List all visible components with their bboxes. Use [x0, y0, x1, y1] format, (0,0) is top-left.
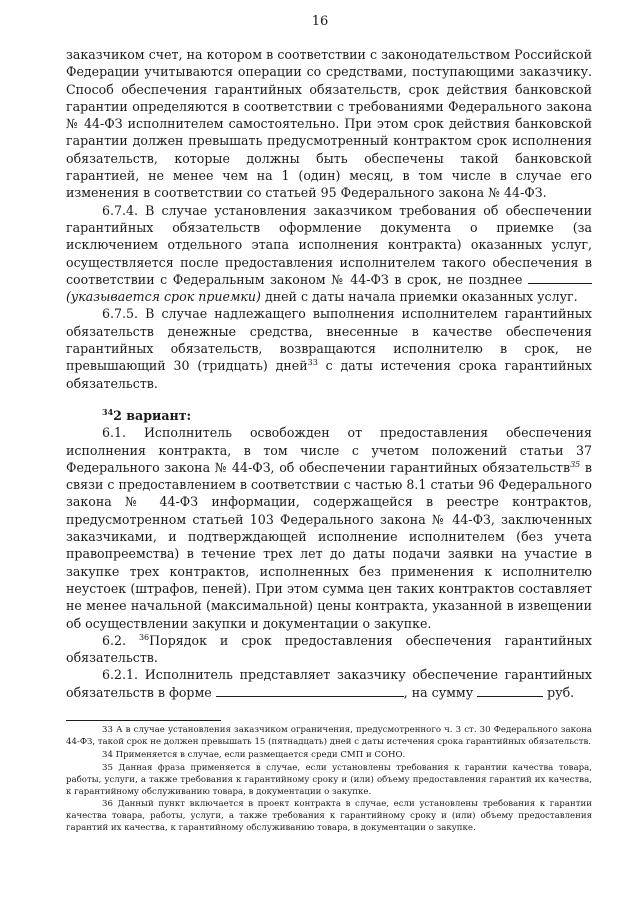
guarantee-form-blank[interactable] — [216, 684, 404, 697]
paragraph-6-2-text: Порядок и срок предоставления обеспечения гарантийных обязательств. — [66, 632, 592, 666]
paragraph-6-2 — [66, 632, 592, 667]
paragraph-6-2-1-mid: , на сумму — [403, 684, 478, 700]
footnotes-section — [66, 720, 592, 835]
paragraph-6-7-4-text: 6.7.4. В случае установления заказчиком требования об обеспечении гарантийных обязательств оформление документа о приемке (за исключением отдельного этапа исполнения контракта) оказанных услуг, осуществляется после предоставления исполнителем такого обеспечения в соответствии с Федеральным законом № 44-ФЗ в срок, не позднее — [66, 202, 592, 287]
paragraph-6-2-1 — [66, 666, 592, 701]
paragraph-6-1 — [66, 424, 592, 632]
footnote-36: 36 Данный пункт включается в проект контракта в случае, если установлены требования к гарантии качества товара, работы, услуги, а также требования к гарантийному сроку и (или) объему предоставления гарантий их качества, к гарантийному обслуживанию товара, в документации о закупке. — [66, 799, 592, 834]
paragraph-6-7-5 — [66, 305, 592, 391]
acceptance-term-hint: (указывается срок приемки) — [66, 289, 261, 305]
document-body — [66, 46, 592, 701]
paragraph-6-7-4 — [66, 202, 592, 306]
footnote-35: 35 Данная фраза применяется в случае, если установлены требования к гарантии качества товара, работы, услуги, а также требования к гарантийному сроку и (или) объему предоставления гарантий их качества, к гарантийному обслуживанию товара, в документации о закупке. — [66, 762, 592, 797]
footnote-ref-36[interactable]: 36 — [138, 632, 150, 642]
paragraph-6-2-number: 6.2. — [102, 632, 139, 648]
acceptance-term-blank[interactable] — [528, 271, 592, 284]
footnote-34: 34 Применяется в случае, если размещается среди СМП и СОНО. — [102, 749, 406, 760]
paragraph-6-2-1-text: 6.2.1. Исполнитель представляет заказчику обеспечение гарантийных обязательств в форме — [66, 667, 592, 700]
paragraph-6-7-5-text: 6.7.5. В случае надлежащего выполнения исполнителем гарантийных обязательств денежные средства, внесенные в качестве обеспечения гарантийных обязательств, возвращаются исполнителю в срок, не превышающий 30 (тридцать) дней — [66, 306, 592, 374]
paragraph-6-7-4-end: дней с даты начала приемки оказанных услуг. — [260, 289, 578, 305]
footnote-ref-35[interactable]: 35 — [570, 459, 581, 469]
footnote-33: 33 А в случае установления заказчиком ограничения, предусмотренного ч. 3 ст. 30 Федерального закона 44-ФЗ, такой срок не должен превышать 15 (пятнадцать) дней с даты истечения срока гарантийных обязательств. — [66, 725, 592, 747]
variant-title: 2 вариант: — [113, 407, 192, 423]
page-number: 16 — [311, 14, 329, 29]
paragraph-6-1-text: 6.1. Исполнитель освобожден от предоставления обеспечения исполнения контракта, в том числе с учетом положений статьи 37 Федерального закона № 44-ФЗ, об обеспечении гарантийных обязательств — [66, 425, 592, 475]
paragraph-6-2-1-end: руб. — [543, 684, 575, 700]
variant-heading — [102, 407, 592, 424]
paragraph-6-7-5-end: с даты истечения срока гарантийных обязательств. — [66, 358, 592, 391]
amount-blank[interactable] — [477, 684, 543, 697]
footnote-separator — [66, 720, 221, 721]
footnote-ref-34[interactable]: 34 — [102, 406, 114, 417]
footnote-ref-33[interactable]: 33 — [307, 358, 318, 368]
paragraph-bank-guarantee: заказчиком счет, на котором в соответствии с законодательством Российской Федерации учитываются операции со средствами, поступающими заказчику. Способ обеспечения гарантийных обязательств, срок действия банковской гарантии определяются в соответствии с требованиями Федерального закона № 44-ФЗ исполнителем самостоятельно. При этом срок действия банковской гарантии должен превышать предусмотренный контрактом срок исполнения обязательств, которые должны быть обеспечены такой банковской гарантией, не менее чем на 1 (один) месяц, в том числе в случае его изменения в соответствии со статьей 95 Федерального закона № 44-ФЗ. — [66, 47, 592, 201]
paragraph-6-1-end: в связи с предоставлением в соответствии с частью 8.1 статьи 96 Федерального закона № 44-ФЗ информации, содержащейся в реестре контрактов, предусмотренном статьей 103 Федерального закона № 44-ФЗ, заключенных заказчиками, и подтверждающей исполнение исполнителем (без учета правопреемства) в течение трех лет до даты подачи заявки на участие в закупке трех контрактов, исполненных без применения к исполнителю неустоек (штрафов, пеней). При этом сумма цен таких контрактов составляет не менее начальной (максимальной) цены контракта, указанной в извещении об осуществлении закупки и документации о закупке. — [66, 459, 592, 631]
